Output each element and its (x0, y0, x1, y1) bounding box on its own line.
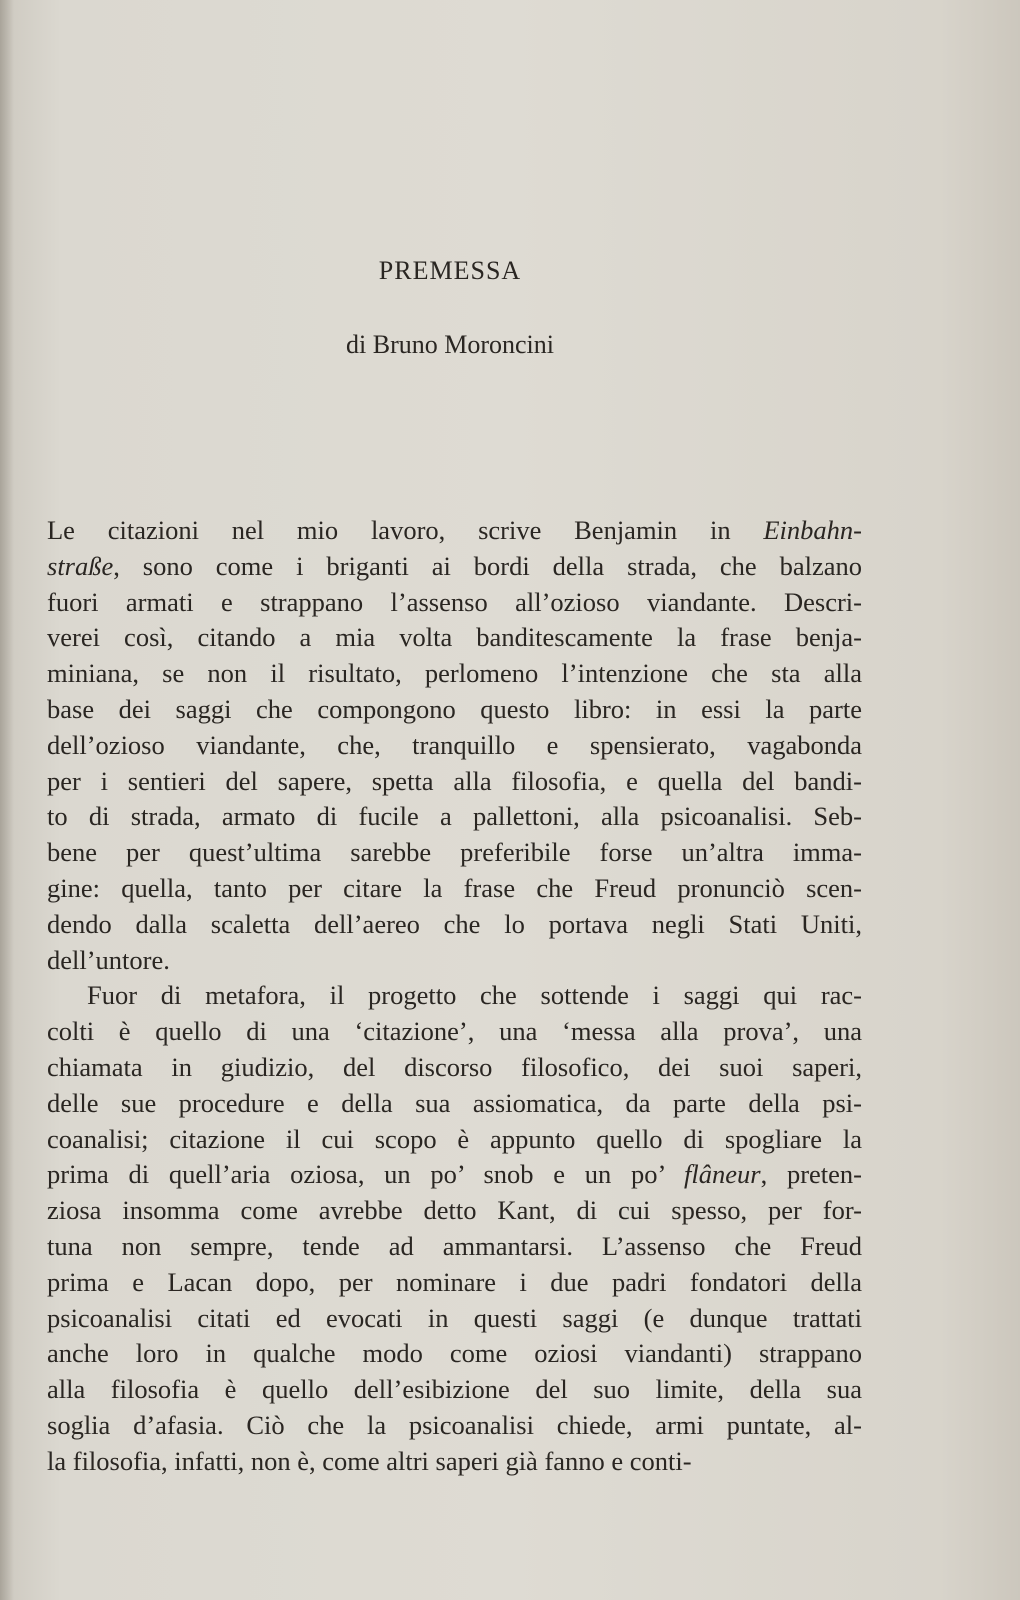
text-run: ziosa insomma come avrebbe detto Kant, di cui spesso, per for- (47, 1195, 862, 1226)
text-line (47, 692, 862, 728)
text-line (47, 978, 862, 1014)
italic-text: Einbahn- (763, 515, 862, 545)
italic-text: flâneur (684, 1159, 761, 1190)
text-run: chiamata in giudizio, del discorso filosofico, dei suoi saperi, (47, 1051, 862, 1082)
text-line (47, 907, 862, 943)
text-line (47, 1229, 862, 1265)
page-gutter-shadow (0, 0, 14, 1600)
text-run: , preten- (760, 1159, 862, 1190)
text-line (47, 1193, 862, 1229)
text-run: to di strada, armato di fucile a pallettoni, alla psicoanalisi. Seb- (47, 801, 862, 832)
text-line (47, 835, 862, 871)
text-line (47, 1086, 862, 1122)
text-line (47, 1265, 862, 1301)
text-line (47, 1157, 862, 1193)
italic-text: straße (47, 550, 114, 581)
text-line (47, 1301, 862, 1337)
text-line (47, 799, 862, 835)
text-run: dell’ozioso viandante, che, tranquillo e spensierato, vagabonda (47, 729, 862, 760)
text-line (47, 1372, 862, 1408)
text-line (47, 764, 862, 800)
text-line (47, 1050, 862, 1086)
paragraph (47, 978, 862, 1479)
text-line (47, 1408, 862, 1444)
text-run: base dei saggi che compongono questo libro: in essi la parte (47, 693, 862, 724)
text-run: fuori armati e strappano l’assenso all’ozioso viandante. Descri- (47, 586, 862, 617)
text-line (47, 1336, 862, 1372)
text-run: delle sue procedure e della sua assiomatica, da parte della psi- (47, 1087, 862, 1118)
text-line (47, 549, 862, 585)
text-run: coanalisi; citazione il cui scopo è appunto quello di spogliare la (47, 1123, 862, 1154)
text-line (47, 1444, 862, 1480)
text-run: Fuor di metafora, il progetto che sottende i saggi qui rac- (87, 980, 862, 1011)
text-line (47, 1122, 862, 1158)
text-line (47, 943, 862, 979)
text-run: gine: quella, tanto per citare la frase che Freud pronunciò scen- (47, 872, 862, 903)
text-run: tuna non sempre, tende ad ammantarsi. L’assenso che Freud (47, 1230, 862, 1261)
text-line (47, 585, 862, 621)
text-run: colti è quello di una ‘citazione’, una ‘messa alla prova’, una (47, 1016, 862, 1047)
text-run: prima e Lacan dopo, per nominare i due padri fondatori della (47, 1266, 862, 1297)
text-run: , sono come i briganti ai bordi della strada, che balzano (113, 550, 862, 581)
text-run: miniana, se non il risultato, perlomeno l’intenzione che sta alla (47, 658, 862, 689)
text-line (47, 513, 862, 549)
text-run: verei così, citando a mia volta banditescamente la frase benja- (47, 622, 862, 653)
text-line (47, 620, 862, 656)
text-run: la filosofia, infatti, non è, come altri saperi già fanno e conti- (47, 1445, 692, 1476)
text-line (47, 1014, 862, 1050)
text-run: bene per quest’ultima sarebbe preferibile forse un’altra imma- (47, 837, 862, 868)
chapter-author: di Bruno Moroncini (346, 330, 554, 359)
text-line (47, 871, 862, 907)
chapter-title: PREMESSA (378, 256, 522, 285)
text-run: alla filosofia è quello dell’esibizione del suo limite, della sua (47, 1374, 862, 1405)
text-run: dell’untore. (47, 944, 170, 975)
text-line (47, 728, 862, 764)
text-run: anche loro in qualche modo come oziosi viandanti) strappano (47, 1338, 862, 1369)
text-line (47, 656, 862, 692)
text-run: dendo dalla scaletta dell’aereo che lo portava negli Stati Uniti, (47, 908, 862, 939)
text-run: psicoanalisi citati ed evocati in questi saggi (e dunque trattati (47, 1302, 862, 1333)
text-run: soglia d’afasia. Ciò che la psicoanalisi chiede, armi puntate, al- (47, 1409, 862, 1440)
body-text (47, 513, 862, 1480)
text-run: per i sentieri del sapere, spetta alla filosofia, e quella del bandi- (47, 765, 862, 796)
paragraph (47, 513, 862, 978)
text-run: Le citazioni nel mio lavoro, scrive Benjamin in (47, 515, 764, 545)
text-run: prima di quell’aria oziosa, un po’ snob e un po’ (47, 1159, 685, 1190)
